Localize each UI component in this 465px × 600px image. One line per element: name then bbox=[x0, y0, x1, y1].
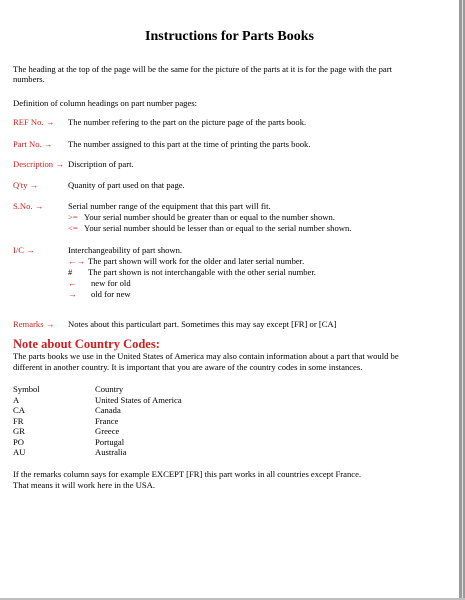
table-row-symbol: FR bbox=[13, 416, 24, 426]
ic-hash-text: The part shown is not interchangable with the other serial number. bbox=[88, 267, 316, 277]
window-right-border-highlight bbox=[462, 0, 463, 600]
ic-symbol-both: ←→ bbox=[68, 256, 86, 266]
term-remarks: Remarks → bbox=[13, 319, 55, 329]
ic-new-for-old-text: new for old bbox=[91, 278, 131, 288]
ic-symbol-left: ← bbox=[68, 278, 77, 288]
country-intro-line-1: The parts books we use in the United States of America may also contain information about a part that would be bbox=[13, 351, 399, 361]
def-ic: Interchangeability of part shown. bbox=[68, 245, 183, 255]
sno-lte-text: Your serial number should be lesser than or equal to the serial number shown. bbox=[84, 223, 352, 233]
country-codes-heading: Note about Country Codes: bbox=[13, 337, 160, 351]
sno-symbol-lte: <= bbox=[68, 223, 78, 233]
def-sno: Serial number range of the equipment that this part will fit. bbox=[68, 201, 271, 211]
table-row-country: Canada bbox=[95, 405, 121, 415]
ic-both-text: The part shown will work for the older and later serial number. bbox=[88, 256, 305, 266]
term-sno: S.No. → bbox=[13, 201, 44, 211]
table-row-symbol: PO bbox=[13, 437, 24, 447]
table-row-symbol: GR bbox=[13, 426, 25, 436]
def-description: Discription of part. bbox=[68, 159, 134, 169]
table-row-country: Australia bbox=[95, 447, 127, 457]
term-description: Description → bbox=[13, 159, 64, 169]
definition-heading: Definition of column headings on part number pages: bbox=[13, 98, 198, 108]
table-row-country: United States of America bbox=[95, 395, 182, 405]
def-part-no: The number assigned to this part at the time of printing the parts book. bbox=[68, 139, 311, 149]
ic-symbol-hash: # bbox=[68, 267, 73, 277]
ic-symbol-right: → bbox=[68, 289, 77, 299]
table-row-symbol: A bbox=[13, 395, 20, 405]
footer-line-2: That means it will work here in the USA. bbox=[13, 480, 156, 490]
ic-old-for-new-text: old for new bbox=[91, 289, 131, 299]
table-row-country: Portugal bbox=[95, 437, 125, 447]
table-header-symbol: Symbol bbox=[13, 384, 40, 394]
footer-line-1: If the remarks column says for example EXCEPT [FR] this part works in all countries except France. bbox=[13, 469, 362, 479]
def-remarks: Notes about this particulart part. Sometimes this may say except [FR] or [CA] bbox=[68, 319, 337, 329]
term-ref-no: REF No. → bbox=[13, 117, 55, 127]
table-row-country: France bbox=[95, 416, 119, 426]
table-row-country: Greece bbox=[95, 426, 120, 436]
table-row-symbol: AU bbox=[13, 447, 26, 457]
term-part-no: Part No. → bbox=[13, 139, 53, 149]
page-title: Instructions for Parts Books bbox=[145, 29, 314, 44]
country-intro-line-2: different in another country. It is important that you are aware of the country codes in some instances. bbox=[13, 362, 363, 372]
sno-gte-text: Your serial number should be greater than or equal to the number shown. bbox=[84, 212, 335, 222]
table-header-country: Country bbox=[95, 384, 124, 394]
def-ref-no: The number refering to the part on the picture page of the parts book. bbox=[68, 117, 307, 127]
def-qty: Quanity of part used on that page. bbox=[68, 180, 185, 190]
term-qty: Q'ty → bbox=[13, 180, 39, 190]
intro-line-1: The heading at the top of the page will be the same for the picture of the parts at it is for the page with the part bbox=[13, 64, 392, 74]
table-row-symbol: CA bbox=[13, 405, 25, 415]
intro-line-2: numbers. bbox=[13, 74, 45, 84]
term-ic: I/C → bbox=[13, 245, 35, 255]
sno-symbol-gte: >= bbox=[68, 212, 78, 222]
